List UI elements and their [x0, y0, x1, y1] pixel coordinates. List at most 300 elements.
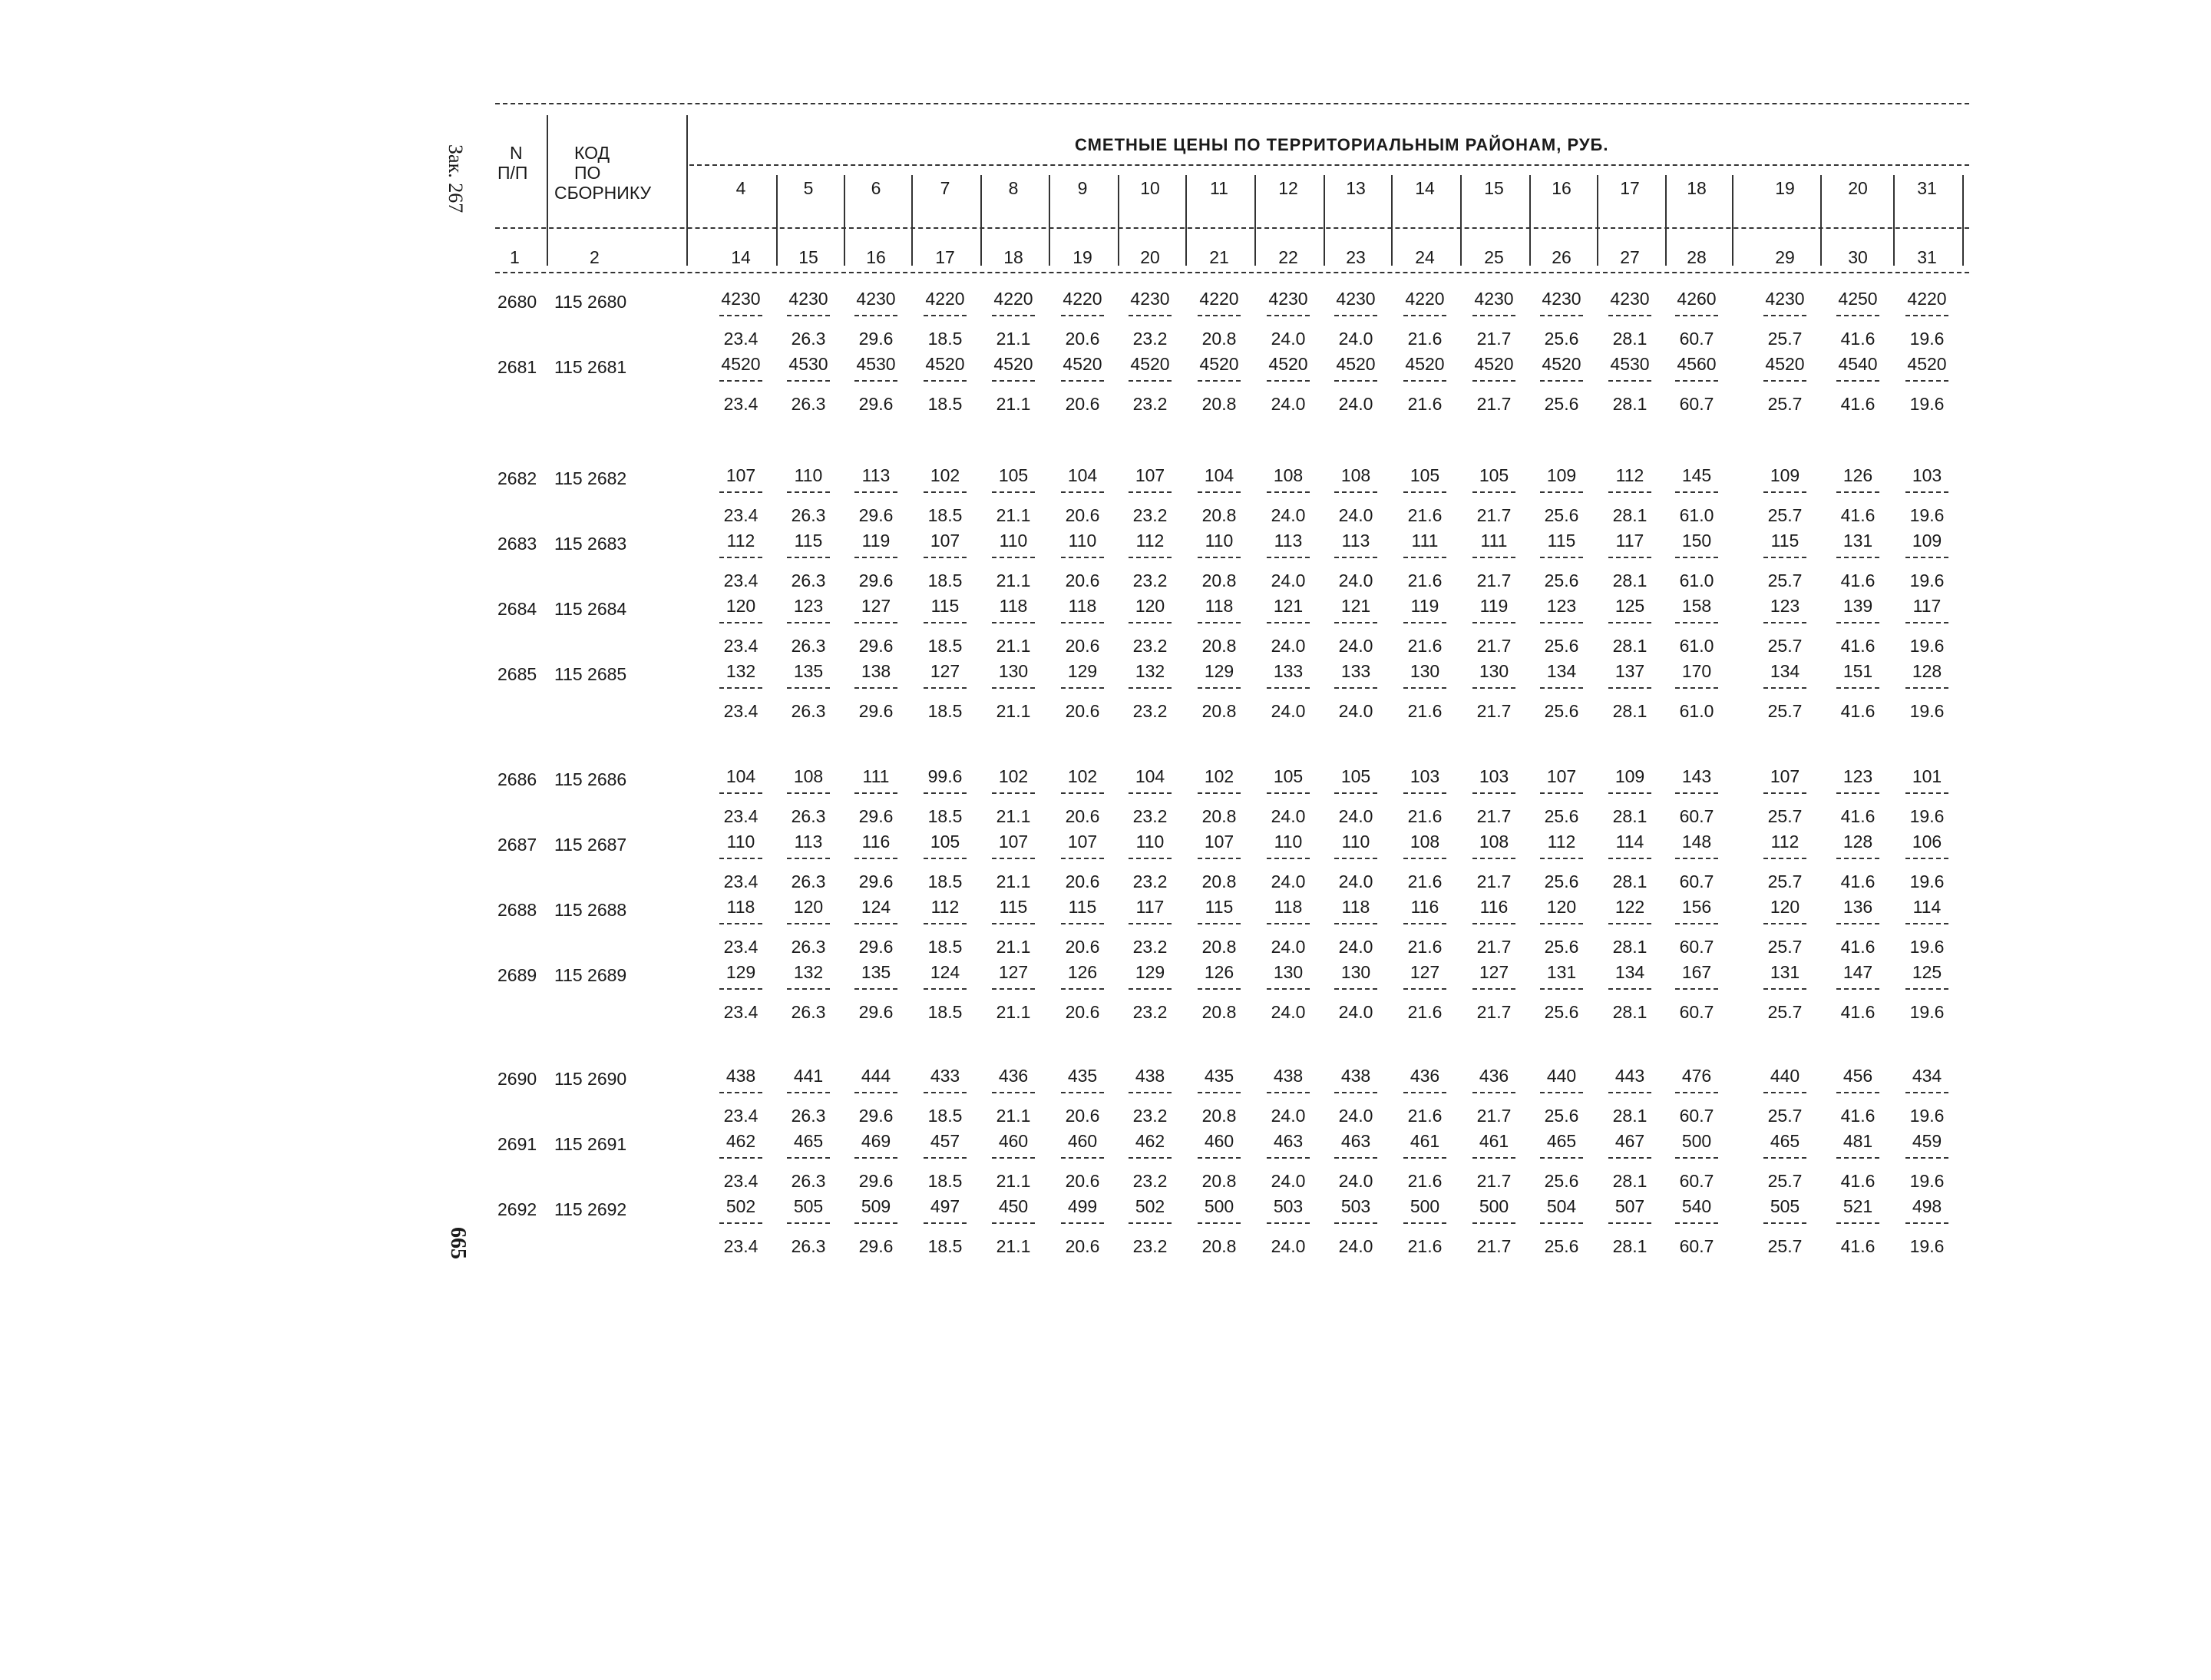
district-divider [1732, 175, 1733, 266]
price-cell: 114 [1615, 832, 1644, 852]
fraction-line [1129, 491, 1172, 493]
coefficient-cell: 41.6 [1840, 1106, 1876, 1126]
coefficient-cell: 21.7 [1476, 1236, 1512, 1256]
fraction-line [924, 491, 967, 493]
coefficient-cell: 19.6 [1909, 636, 1945, 656]
price-cell: 438 [725, 1066, 756, 1086]
price-cell: 110 [1068, 531, 1097, 551]
price-cell: 105 [998, 465, 1029, 485]
price-cell: 119 [861, 531, 891, 551]
fraction-line [1763, 923, 1806, 924]
price-cell: 137 [1614, 661, 1645, 681]
price-cell: 120 [1546, 897, 1577, 917]
coefficient-cell: 23.2 [1132, 701, 1168, 721]
coefficient-cell: 20.8 [1201, 1002, 1237, 1022]
coefficient-cell: 24.0 [1271, 394, 1306, 414]
coefficient-cell: 24.0 [1338, 701, 1373, 721]
coefficient-cell: 20.8 [1201, 329, 1237, 349]
price-cell: 121 [1340, 596, 1371, 616]
price-cell: 104 [725, 766, 756, 786]
price-cell: 4230 [1542, 289, 1581, 309]
price-cell: 457 [930, 1131, 960, 1151]
coefficient-cell: 21.6 [1407, 937, 1443, 957]
coefficient-cell: 21.7 [1476, 1002, 1512, 1022]
fraction-line [992, 380, 1035, 382]
coefficient-cell: 60.7 [1679, 1171, 1714, 1191]
coefficient-cell: 29.6 [858, 329, 894, 349]
fraction-line [1905, 1157, 1948, 1159]
fraction-line [1608, 1222, 1651, 1224]
fraction-line [1540, 792, 1583, 794]
fraction-line [1836, 315, 1879, 316]
coefficient-cell: 24.0 [1338, 1171, 1373, 1191]
coefficient-cell: 23.2 [1132, 1236, 1168, 1256]
price-cell: 136 [1842, 897, 1873, 917]
price-cell: 118 [999, 596, 1028, 616]
fraction-line [719, 380, 762, 382]
coefficient-cell: 23.2 [1132, 1171, 1168, 1191]
row-number: 2680 [497, 292, 537, 312]
fraction-line [1675, 792, 1718, 794]
fraction-line [719, 622, 762, 623]
fraction-line [924, 1157, 967, 1159]
price-cell: 436 [998, 1066, 1029, 1086]
price-cell: 139 [1842, 596, 1873, 616]
fraction-line [1403, 491, 1446, 493]
fraction-line [1267, 622, 1310, 623]
coefficient-cell: 25.7 [1767, 1236, 1803, 1256]
price-cell: 118 [1205, 596, 1234, 616]
coefficient-cell: 28.1 [1612, 701, 1648, 721]
coefficient-cell: 18.5 [927, 505, 963, 525]
coefficient-cell: 23.2 [1132, 871, 1168, 891]
price-cell: 460 [1204, 1131, 1234, 1151]
price-cell: 4220 [1907, 289, 1947, 309]
district-divider [1254, 175, 1256, 266]
price-cell: 124 [861, 897, 891, 917]
fraction-line [1836, 557, 1879, 558]
price-cell: 462 [1135, 1131, 1165, 1151]
fraction-line [1061, 687, 1104, 689]
fraction-line [1608, 1157, 1651, 1159]
price-cell: 103 [1410, 766, 1440, 786]
coefficient-cell: 21.1 [996, 394, 1031, 414]
fraction-line [1061, 315, 1104, 316]
fraction-line [992, 491, 1035, 493]
coefficient-cell: 28.1 [1612, 871, 1648, 891]
column-number-31: 31 [1917, 247, 1937, 267]
price-cell: 125 [1614, 596, 1645, 616]
fraction-line [1836, 988, 1879, 990]
fraction-line [1061, 557, 1104, 558]
row-number: 2692 [497, 1199, 537, 1219]
fraction-line [1540, 622, 1583, 623]
coefficient-cell: 41.6 [1840, 570, 1876, 590]
fraction-line [1608, 792, 1651, 794]
fraction-line [787, 988, 830, 990]
fraction-line [1403, 792, 1446, 794]
fraction-line [1540, 988, 1583, 990]
price-cell: 116 [861, 832, 891, 852]
coefficient-cell: 18.5 [927, 636, 963, 656]
price-cell: 107 [1135, 465, 1165, 485]
column-number-30: 30 [1848, 247, 1868, 267]
coefficient-cell: 21.6 [1407, 1002, 1443, 1022]
fraction-line [1836, 923, 1879, 924]
fraction-line [1198, 923, 1241, 924]
coefficient-cell: 21.1 [996, 1236, 1031, 1256]
price-cell: 107 [998, 832, 1029, 852]
price-cell: 105 [1410, 465, 1440, 485]
price-cell: 105 [930, 832, 960, 852]
price-cell: 102 [1067, 766, 1098, 786]
fraction-line [1675, 1092, 1718, 1093]
fraction-line [1675, 687, 1718, 689]
price-cell: 436 [1410, 1066, 1440, 1086]
fraction-line [1198, 792, 1241, 794]
fraction-line [992, 923, 1035, 924]
fraction-line [1540, 315, 1583, 316]
price-cell: 118 [1068, 596, 1097, 616]
coefficient-cell: 25.7 [1767, 806, 1803, 826]
row-code: 115 2690 [554, 1069, 627, 1089]
fraction-line [1267, 858, 1310, 859]
fraction-line [1675, 1157, 1718, 1159]
coefficient-cell: 29.6 [858, 570, 894, 590]
coefficient-cell: 18.5 [927, 1106, 963, 1126]
price-cell: 116 [1410, 897, 1439, 917]
price-cell: 115 [930, 596, 960, 616]
price-cell: 4520 [1130, 354, 1170, 374]
coefficient-cell: 21.7 [1476, 871, 1512, 891]
price-cell: 135 [861, 962, 891, 982]
coefficient-cell: 23.4 [723, 1171, 758, 1191]
coefficient-cell: 60.7 [1679, 1106, 1714, 1126]
fraction-line [1334, 1157, 1377, 1159]
price-cell: 132 [1135, 661, 1165, 681]
price-cell: 505 [1770, 1196, 1800, 1216]
coefficient-cell: 24.0 [1338, 636, 1373, 656]
coefficient-cell: 20.8 [1201, 1106, 1237, 1126]
top-rule [495, 103, 1969, 104]
coefficient-cell: 21.6 [1407, 701, 1443, 721]
coefficient-cell: 29.6 [858, 1106, 894, 1126]
title-underline [689, 164, 1969, 166]
price-cell: 460 [998, 1131, 1029, 1151]
coefficient-cell: 23.4 [723, 570, 758, 590]
coefficient-cell: 20.6 [1065, 636, 1100, 656]
coefficient-cell: 25.6 [1544, 937, 1579, 957]
price-cell: 505 [793, 1196, 824, 1216]
district-divider [1185, 175, 1187, 266]
fraction-line [1540, 923, 1583, 924]
coefficient-cell: 21.7 [1476, 937, 1512, 957]
price-cell: 132 [725, 661, 756, 681]
price-cell: 500 [1204, 1196, 1234, 1216]
column-number-rule [495, 272, 1969, 273]
price-cell: 4230 [856, 289, 896, 309]
price-cell: 130 [1410, 661, 1440, 681]
coefficient-cell: 25.7 [1767, 1002, 1803, 1022]
fraction-line [1540, 380, 1583, 382]
fraction-line [924, 1092, 967, 1093]
coefficient-cell: 24.0 [1271, 636, 1306, 656]
fraction-line [1198, 1157, 1241, 1159]
price-cell: 500 [1681, 1131, 1712, 1151]
fraction-line [992, 557, 1035, 558]
fraction-line [1836, 622, 1879, 623]
price-cell: 4250 [1838, 289, 1878, 309]
coefficient-cell: 23.2 [1132, 505, 1168, 525]
fraction-line [1675, 923, 1718, 924]
fraction-line [1061, 1092, 1104, 1093]
coefficient-cell: 24.0 [1338, 871, 1373, 891]
fraction-line [1198, 687, 1241, 689]
coefficient-cell: 20.6 [1065, 570, 1100, 590]
fraction-line [1334, 923, 1377, 924]
price-cell: 438 [1273, 1066, 1304, 1086]
district-header-10: 10 [1140, 178, 1160, 198]
coefficient-cell: 61.0 [1679, 636, 1714, 656]
fraction-line [1061, 988, 1104, 990]
coefficient-cell: 26.3 [791, 394, 826, 414]
row-number: 2682 [497, 468, 537, 488]
fraction-line [1334, 315, 1377, 316]
price-cell: 113 [1274, 531, 1303, 551]
fraction-line [992, 687, 1035, 689]
price-cell: 107 [1204, 832, 1234, 852]
price-cell: 108 [1273, 465, 1304, 485]
column-number-29: 29 [1775, 247, 1795, 267]
row-number: 2689 [497, 965, 537, 985]
price-cell: 4520 [1063, 354, 1102, 374]
price-cell: 101 [1912, 766, 1942, 786]
row-code: 115 2686 [554, 769, 627, 789]
coefficient-cell: 24.0 [1338, 806, 1373, 826]
coefficient-cell: 28.1 [1612, 570, 1648, 590]
fraction-line [1267, 491, 1310, 493]
fraction-line [924, 792, 967, 794]
fraction-line [1129, 380, 1172, 382]
fraction-line [1763, 622, 1806, 623]
fraction-line [1267, 1092, 1310, 1093]
fraction-line [854, 1092, 897, 1093]
coefficient-cell: 19.6 [1909, 570, 1945, 590]
price-cell: 4560 [1677, 354, 1717, 374]
fraction-line [1836, 792, 1879, 794]
price-cell: 124 [930, 962, 960, 982]
fraction-line [787, 491, 830, 493]
price-cell: 110 [1341, 832, 1370, 852]
coefficient-cell: 29.6 [858, 636, 894, 656]
fraction-line [1540, 491, 1583, 493]
fraction-line [1675, 622, 1718, 623]
coefficient-cell: 20.6 [1065, 871, 1100, 891]
fraction-line [1129, 923, 1172, 924]
fraction-line [854, 923, 897, 924]
fraction-line [1267, 687, 1310, 689]
coefficient-cell: 21.6 [1407, 570, 1443, 590]
coefficient-cell: 20.8 [1201, 394, 1237, 414]
price-cell: 438 [1135, 1066, 1165, 1086]
coefficient-cell: 25.7 [1767, 394, 1803, 414]
price-cell: 4220 [925, 289, 965, 309]
price-cell: 109 [1912, 531, 1942, 551]
coefficient-cell: 18.5 [927, 329, 963, 349]
fraction-line [1267, 988, 1310, 990]
fraction-line [1540, 687, 1583, 689]
fraction-line [1403, 858, 1446, 859]
price-cell: 4530 [788, 354, 828, 374]
price-cell: 108 [1340, 465, 1371, 485]
coefficient-cell: 20.8 [1201, 1236, 1237, 1256]
coefficient-cell: 28.1 [1612, 329, 1648, 349]
price-cell: 119 [1410, 596, 1439, 616]
price-cell: 102 [998, 766, 1029, 786]
price-cell: 132 [793, 962, 824, 982]
coefficient-cell: 23.4 [723, 394, 758, 414]
fraction-line [787, 1222, 830, 1224]
price-cell: 131 [1770, 962, 1800, 982]
coefficient-cell: 29.6 [858, 871, 894, 891]
coefficient-cell: 26.3 [791, 329, 826, 349]
fraction-line [1334, 1092, 1377, 1093]
coefficient-cell: 18.5 [927, 394, 963, 414]
price-cell: 131 [1546, 962, 1577, 982]
coefficient-cell: 29.6 [858, 1002, 894, 1022]
column-number-21: 21 [1209, 247, 1229, 267]
coefficient-cell: 20.6 [1065, 1106, 1100, 1126]
price-cell: 4230 [788, 289, 828, 309]
column-number-27: 27 [1620, 247, 1640, 267]
coefficient-cell: 41.6 [1840, 806, 1876, 826]
fraction-line [854, 858, 897, 859]
fraction-line [854, 622, 897, 623]
coefficient-cell: 28.1 [1612, 505, 1648, 525]
row-code: 115 2681 [554, 357, 627, 377]
coefficient-cell: 23.2 [1132, 937, 1168, 957]
price-cell: 461 [1410, 1131, 1440, 1151]
header-divider-1 [547, 115, 548, 266]
fraction-line [1198, 315, 1241, 316]
coefficient-cell: 25.7 [1767, 1171, 1803, 1191]
price-cell: 114 [1912, 897, 1942, 917]
coefficient-cell: 20.8 [1201, 1171, 1237, 1191]
coefficient-cell: 20.6 [1065, 329, 1100, 349]
district-divider [1962, 175, 1964, 266]
fraction-line [1836, 491, 1879, 493]
fraction-line [1334, 1222, 1377, 1224]
fraction-line [1472, 1157, 1515, 1159]
coefficient-cell: 18.5 [927, 937, 963, 957]
fraction-line [719, 557, 762, 558]
fraction-line [1334, 491, 1377, 493]
column-number-28: 28 [1687, 247, 1707, 267]
price-cell: 462 [725, 1131, 756, 1151]
coefficient-cell: 19.6 [1909, 1002, 1945, 1022]
header-code-2: ПО [574, 163, 601, 183]
fraction-line [1198, 380, 1241, 382]
fraction-line [1267, 792, 1310, 794]
fraction-line [1267, 923, 1310, 924]
coefficient-cell: 23.2 [1132, 570, 1168, 590]
coefficient-cell: 23.2 [1132, 1106, 1168, 1126]
row-number: 2681 [497, 357, 537, 377]
fraction-line [1061, 622, 1104, 623]
fraction-line [992, 622, 1035, 623]
price-cell: 444 [861, 1066, 891, 1086]
price-cell: 521 [1842, 1196, 1873, 1216]
price-cell: 4220 [1405, 289, 1445, 309]
row-code: 115 2682 [554, 468, 627, 488]
price-cell: 110 [1274, 832, 1303, 852]
fraction-line [1403, 988, 1446, 990]
coefficient-cell: 21.6 [1407, 636, 1443, 656]
coefficient-cell: 60.7 [1679, 806, 1714, 826]
fraction-line [1675, 1222, 1718, 1224]
fraction-line [1836, 858, 1879, 859]
coefficient-cell: 20.6 [1065, 1002, 1100, 1022]
fraction-line [992, 858, 1035, 859]
coefficient-cell: 26.3 [791, 1171, 826, 1191]
coefficient-cell: 24.0 [1338, 394, 1373, 414]
fraction-line [1540, 1222, 1583, 1224]
price-cell: 147 [1842, 962, 1873, 982]
column-number-18: 18 [1003, 247, 1023, 267]
fraction-line [1905, 315, 1948, 316]
coefficient-cell: 28.1 [1612, 1106, 1648, 1126]
coefficient-cell: 25.6 [1544, 1171, 1579, 1191]
price-cell: 461 [1479, 1131, 1509, 1151]
coefficient-cell: 25.7 [1767, 636, 1803, 656]
price-cell: 500 [1410, 1196, 1440, 1216]
district-header-13: 13 [1346, 178, 1366, 198]
coefficient-cell: 19.6 [1909, 505, 1945, 525]
fraction-line [1472, 923, 1515, 924]
fraction-line [1472, 687, 1515, 689]
district-divider [980, 175, 982, 266]
fraction-line [787, 622, 830, 623]
fraction-line [1472, 557, 1515, 558]
coefficient-cell: 24.0 [1338, 1236, 1373, 1256]
fraction-line [1129, 1157, 1172, 1159]
coefficient-cell: 19.6 [1909, 871, 1945, 891]
column-number-20: 20 [1140, 247, 1160, 267]
coefficient-cell: 41.6 [1840, 701, 1876, 721]
price-cell: 111 [862, 766, 890, 786]
coefficient-cell: 23.4 [723, 636, 758, 656]
coefficient-cell: 24.0 [1271, 1106, 1306, 1126]
price-cell: 115 [1770, 531, 1800, 551]
fraction-line [1403, 380, 1446, 382]
fraction-line [854, 792, 897, 794]
coefficient-cell: 25.7 [1767, 871, 1803, 891]
price-cell: 115 [1547, 531, 1576, 551]
district-header-9: 9 [1077, 178, 1088, 198]
fraction-line [1836, 687, 1879, 689]
price-cell: 107 [1067, 832, 1098, 852]
row-code: 115 2691 [554, 1134, 627, 1154]
fraction-line [924, 858, 967, 859]
price-cell: 127 [998, 962, 1029, 982]
price-cell: 126 [1204, 962, 1234, 982]
fraction-line [1905, 557, 1948, 558]
coefficient-cell: 28.1 [1612, 636, 1648, 656]
coefficient-cell: 18.5 [927, 1002, 963, 1022]
coefficient-cell: 26.3 [791, 806, 826, 826]
fraction-line [1608, 380, 1651, 382]
coefficient-cell: 23.2 [1132, 1002, 1168, 1022]
